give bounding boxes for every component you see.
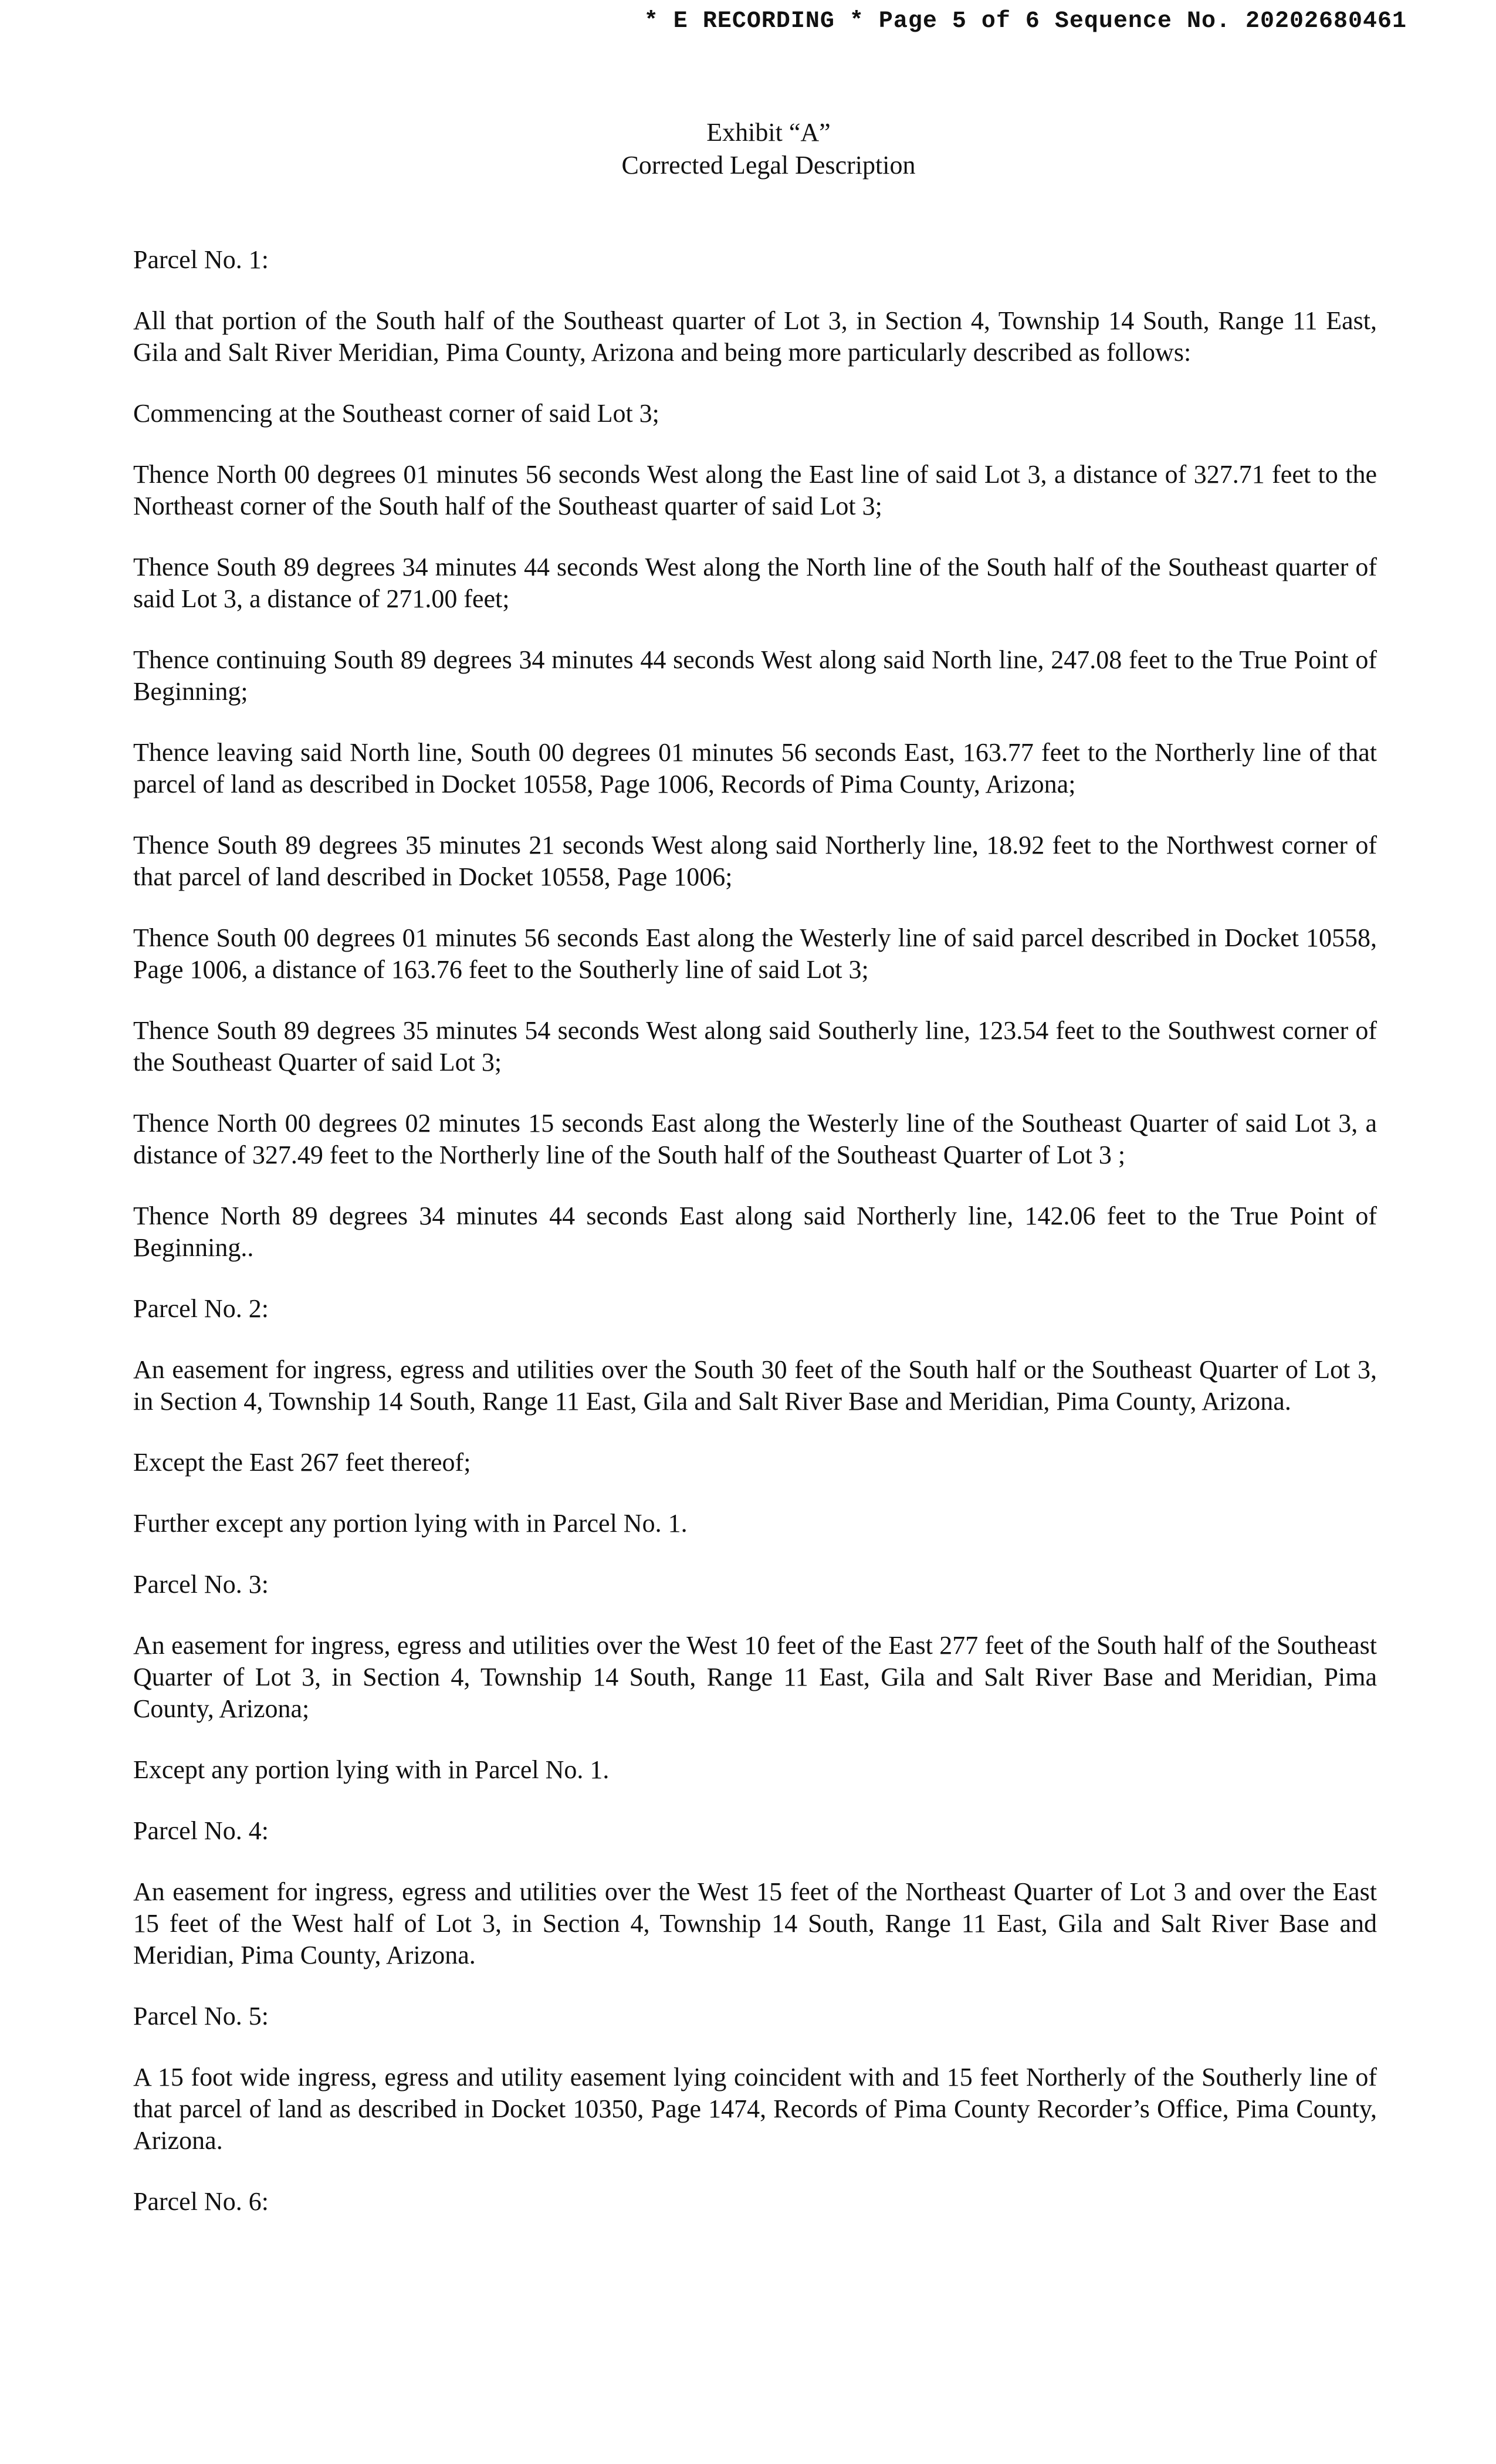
- parcel-heading: Parcel No. 4:: [133, 1816, 269, 1845]
- legal-paragraph: Thence leaving said North line, South 00 degrees 01 minutes 56 seconds East, 163.77 feet to the Northerly line of that parcel of land as described in Docket 10558, Page 1006, Records of Pima County, Arizona;: [133, 738, 1377, 798]
- legal-description-body: [133, 244, 1377, 2218]
- recording-header: * E RECORDING * Page 5 of 6 Sequence No. 20202680461: [644, 8, 1407, 35]
- legal-paragraph: Thence South 89 degrees 34 minutes 44 seconds West along the North line of the South half of the Southeast quarter of said Lot 3, a distance of 271.00 feet;: [133, 553, 1377, 613]
- title-block: [160, 116, 1377, 182]
- legal-paragraph: A 15 foot wide ingress, egress and utility easement lying coincident with and 15 feet Northerly of the Southerly line of that parcel of land as described in Docket 10350, Page 1474, Records of Pima County Recorder’s Office, Pima County, Arizona.: [133, 2063, 1377, 2155]
- legal-paragraph: Thence South 89 degrees 35 minutes 54 seconds West along said Southerly line, 123.54 feet to the Southwest corner of the Southeast Quarter of said Lot 3;: [133, 1016, 1377, 1077]
- legal-paragraph: Thence South 00 degrees 01 minutes 56 seconds East along the Westerly line of said parcel described in Docket 10558, Page 1006, a distance of 163.76 feet to the Southerly line of said Lot 3;: [133, 923, 1377, 984]
- legal-paragraph: Except the East 267 feet thereof;: [133, 1448, 471, 1477]
- parcel-heading: Parcel No. 6:: [133, 2187, 269, 2216]
- legal-paragraph: An easement for ingress, egress and utilities over the West 10 feet of the East 277 feet of the South half of the Southeast Quarter of Lot 3, in Section 4, Township 14 South, Range 11 East, Gila and Salt River Base and Meridian, Pima County, Arizona;: [133, 1631, 1377, 1723]
- exhibit-subtitle: Corrected Legal Description: [621, 151, 916, 180]
- legal-paragraph: Thence North 00 degrees 02 minutes 15 seconds East along the Westerly line of the Southeast Quarter of said Lot 3, a distance of 327.49 feet to the Northerly line of the South half of the Southeast Quarter of Lot 3 ;: [133, 1109, 1377, 1169]
- parcel-heading: Parcel No. 1:: [133, 245, 269, 274]
- legal-paragraph: Thence South 89 degrees 35 minutes 21 seconds West along said Northerly line, 18.92 feet to the Northwest corner of that parcel of land described in Docket 10558, Page 1006;: [133, 831, 1377, 891]
- legal-paragraph: All that portion of the South half of the Southeast quarter of Lot 3, in Section 4, Township 14 South, Range 11 East, Gila and Salt River Meridian, Pima County, Arizona and being more particularly described as follows:: [133, 306, 1377, 367]
- legal-paragraph: Thence North 89 degrees 34 minutes 44 seconds East along said Northerly line, 142.06 feet to the True Point of Beginning..: [133, 1201, 1377, 1262]
- legal-paragraph: Thence North 00 degrees 01 minutes 56 seconds West along the East line of said Lot 3, a distance of 327.71 feet to the Northeast corner of the South half of the Southeast quarter of said Lot 3;: [133, 460, 1377, 520]
- legal-paragraph: Commencing at the Southeast corner of said Lot 3;: [133, 399, 659, 428]
- legal-paragraph: Thence continuing South 89 degrees 34 minutes 44 seconds West along said North line, 247.08 feet to the True Point of Beginning;: [133, 645, 1377, 706]
- legal-paragraph: Except any portion lying with in Parcel No. 1.: [133, 1755, 610, 1784]
- parcel-heading: Parcel No. 2:: [133, 1294, 269, 1323]
- parcel-heading: Parcel No. 3:: [133, 1570, 269, 1599]
- legal-paragraph: An easement for ingress, egress and utilities over the West 15 feet of the Northeast Quarter of Lot 3 and over the East 15 feet of the West half of Lot 3, in Section 4, Township 14 South, Range 11 East, Gila and Salt River Base and Meridian, Pima County, Arizona.: [133, 1877, 1377, 1969]
- legal-paragraph: An easement for ingress, egress and utilities over the South 30 feet of the South half or the Southeast Quarter of Lot 3, in Section 4, Township 14 South, Range 11 East, Gila and Salt River Base and Meridian, Pima County, Arizona.: [133, 1355, 1377, 1416]
- parcel-heading: Parcel No. 5:: [133, 2002, 269, 2030]
- exhibit-title: Exhibit “A”: [706, 118, 831, 147]
- document-page: [133, 116, 1377, 2218]
- legal-paragraph: Further except any portion lying with in Parcel No. 1.: [133, 1509, 688, 1538]
